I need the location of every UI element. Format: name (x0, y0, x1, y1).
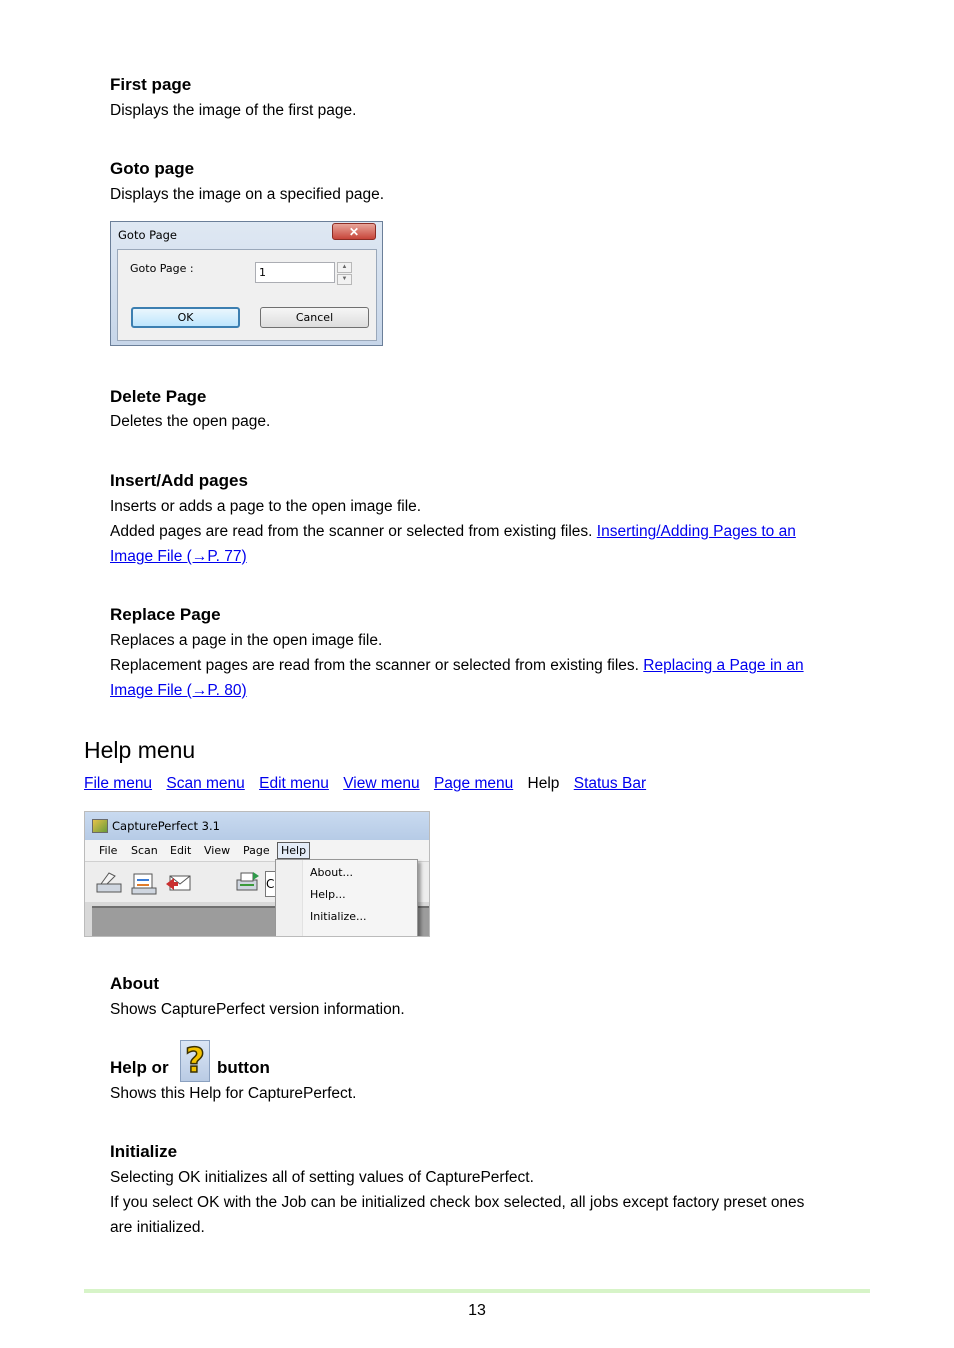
page-number: 13 (468, 1302, 486, 1319)
heading-goto-page: Goto page (110, 159, 195, 178)
goto-page-dialog (110, 221, 383, 346)
goto-page-input[interactable]: 1 (255, 262, 335, 283)
heading-help-button: button (217, 1058, 270, 1077)
help-dropdown (275, 859, 418, 937)
dialog-body (117, 249, 377, 341)
replace-page-link[interactable]: Replacing a Page in an (643, 657, 804, 674)
menu-view[interactable]: View (204, 844, 231, 857)
replace-page-desc2: Replacement pages are read from the scanner or selected from existing files. (110, 657, 639, 674)
menu-item-help[interactable]: Help... (310, 888, 346, 901)
insert-add-link[interactable]: Inserting/Adding Pages to an (596, 523, 796, 540)
nav-edit-menu[interactable]: Edit menu (259, 775, 329, 792)
menu-nav (84, 773, 656, 795)
nav-page-menu[interactable]: Page menu (433, 775, 514, 792)
goto-page-label: Goto Page : (130, 262, 194, 275)
nav-scan-menu[interactable]: Scan menu (166, 775, 245, 792)
menu-edit[interactable]: Edit (170, 844, 192, 857)
first-page-desc: Displays the image of the first page. (110, 102, 357, 119)
initialize-desc2: If you select OK with the Job can be initialized check box selected, all jobs except factory preset ones (110, 1194, 805, 1211)
spin-up-icon[interactable]: ▲ (337, 262, 352, 273)
nav-file-menu[interactable]: File menu (84, 775, 153, 792)
heading-replace-page: Replace Page (110, 605, 221, 624)
help-button-desc: Shows this Help for CapturePerfect. (110, 1085, 357, 1102)
replace-page-link-line2 (110, 678, 247, 703)
batch-scan-icon[interactable] (130, 870, 158, 896)
app-screenshot (84, 811, 430, 937)
insert-add-link-line2 (110, 544, 247, 569)
nav-status-bar[interactable]: Status Bar (573, 775, 647, 792)
heading-initialize: Initialize (110, 1142, 178, 1161)
delete-page-desc: Deletes the open page. (110, 413, 271, 430)
help-menu-heading: Help menu (84, 737, 196, 763)
menu-item-initialize[interactable]: Initialize... (310, 910, 367, 923)
replace-page-desc2-line (110, 653, 804, 678)
cancel-button[interactable]: Cancel (260, 307, 369, 328)
initialize-desc3: are initialized. (110, 1219, 205, 1236)
menu-help[interactable]: Help (277, 842, 310, 859)
heading-about: About (110, 974, 160, 993)
app-titlebar (85, 812, 429, 840)
heading-first-page: First page (110, 75, 192, 94)
replace-page-desc1: Replaces a page in the open image file. (110, 632, 383, 649)
nav-help-current: Help (527, 775, 560, 792)
goto-page-desc: Displays the image on a specified page. (110, 186, 384, 203)
insert-add-desc2: Added pages are read from the scanner or selected from existing files. (110, 523, 593, 540)
initialize-desc1: Selecting OK initializes all of setting values of CapturePerfect. (110, 1169, 534, 1186)
help-question-icon: ? (180, 1040, 210, 1082)
menu-item-about[interactable]: About... (310, 866, 354, 879)
replace-page-link-cont[interactable]: Image File (→P. 80) (110, 682, 247, 699)
menu-file[interactable]: File (99, 844, 118, 857)
about-desc: Shows CapturePerfect version information. (110, 1001, 405, 1018)
dialog-title: Goto Page (118, 228, 177, 242)
insert-add-link-cont[interactable]: Image File (→P. 77) (110, 548, 247, 565)
app-title: CapturePerfect 3.1 (112, 819, 220, 833)
scan-icon[interactable] (95, 870, 123, 896)
app-icon (92, 819, 108, 833)
heading-delete-page: Delete Page (110, 387, 207, 406)
partial-field: C (265, 871, 279, 897)
footer-divider (84, 1289, 870, 1293)
nav-view-menu[interactable]: View menu (343, 775, 420, 792)
heading-help-or: Help or (110, 1058, 169, 1077)
page-spinner[interactable] (337, 262, 352, 283)
menu-scan[interactable]: Scan (131, 844, 158, 857)
spin-down-icon[interactable]: ▼ (337, 274, 352, 285)
menu-page[interactable]: Page (243, 844, 270, 857)
mail-icon[interactable] (164, 870, 192, 896)
insert-add-desc2-line (110, 519, 796, 544)
print-icon[interactable] (233, 870, 261, 896)
heading-insert-add: Insert/Add pages (110, 471, 248, 490)
insert-add-desc1: Inserts or adds a page to the open image file. (110, 498, 422, 515)
ok-button[interactable]: OK (131, 307, 240, 328)
close-icon[interactable]: ✕ (332, 223, 376, 240)
